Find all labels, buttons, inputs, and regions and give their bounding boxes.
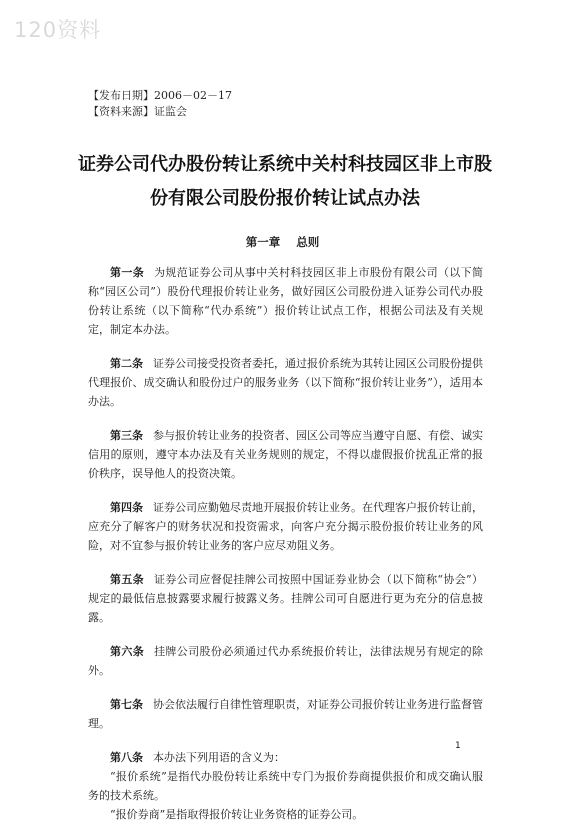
article-text: 挂牌公司股份必须通过代办系统报价转让，法律法规另有规定的除外。 (88, 645, 484, 677)
title-line-2: 份有限公司股份报价转让试点办法 (150, 188, 420, 209)
title-line-1: 证券公司代办股份转让系统中关村科技园区非上市股 (78, 154, 492, 175)
source: 【资料来源】证监会 (88, 105, 187, 118)
article-label: 第七条 (110, 698, 143, 711)
article-2 (88, 354, 483, 411)
article-label: 第一条 (110, 266, 145, 279)
article-text: 证券公司应勤勉尽责地开展报价转让业务。在代理客户报价转让前，应充分了解客户的财务状况和投资需求，向客户充分揭示股份报价转让业务的风险，对不宜参与报价转让业务的客户应尽劝阻义务。 (88, 501, 483, 552)
page-number: 1 (455, 741, 461, 751)
article-label: 第六条 (110, 645, 145, 658)
article-6 (88, 642, 483, 680)
article-text: 本办法下列用语的含义为： (153, 751, 285, 764)
article-5 (88, 570, 483, 627)
document-meta (88, 88, 232, 120)
watermark: 120资料 (14, 18, 102, 42)
document-body (88, 263, 483, 824)
article-text: 证券公司应督促挂牌公司按照中国证券业协会（以下简称“协会”）规定的最低信息披露要求履行披露义务。挂牌公司可自愿进行更为充分的信息披露。 (88, 573, 484, 624)
article-label: 第二条 (110, 357, 143, 370)
article-7 (88, 695, 483, 733)
article-text: 参与报价转让业务的投资者、园区公司等应当遵守自愿、有偿、诚实信用的原则，遵守本办法及有关业务规则的规定，不得以虚假报价扰乱正常的报价秩序，误导他人的投资决策。 (88, 429, 483, 480)
definition-1: “报价系统”是指代办股份转让系统中专门为报价券商提供报价和成交确认服务的技术系统。 (88, 770, 483, 802)
article-label: 第八条 (110, 751, 143, 764)
article-text: 协会依法履行自律性管理职责，对证券公司报价转让业务进行监督管理。 (88, 698, 483, 730)
chapter-heading: 第一章 总则 (245, 235, 320, 249)
article-8 (88, 748, 483, 767)
publish-date: 【发布日期】2006－02－17 (88, 89, 232, 102)
article-text: 证券公司接受投资者委托，通过报价系统为其转让园区公司股份提供代理报价、成交确认和股份过户的服务业务（以下简称“报价转让业务”），适用本办法。 (88, 357, 483, 408)
article-text: 为规范证券公司从事中关村科技园区非上市股份有限公司（以下简称“园区公司”）股份代理报价转让业务，做好园区公司股份进入证券公司代办股份转让系统（以下简称“代办系统”）报价转让试点工作，根据公司法及有关规定，制定本办法。 (88, 266, 484, 336)
document-title (70, 148, 500, 216)
article-label: 第三条 (110, 429, 143, 442)
article-1 (88, 263, 483, 339)
article-label: 第五条 (110, 573, 145, 586)
article-3 (88, 426, 483, 483)
article-label: 第四条 (110, 501, 143, 514)
article-4 (88, 498, 483, 555)
definition-2: “报价券商”是指取得报价转让业务资格的证券公司。 (110, 808, 364, 821)
